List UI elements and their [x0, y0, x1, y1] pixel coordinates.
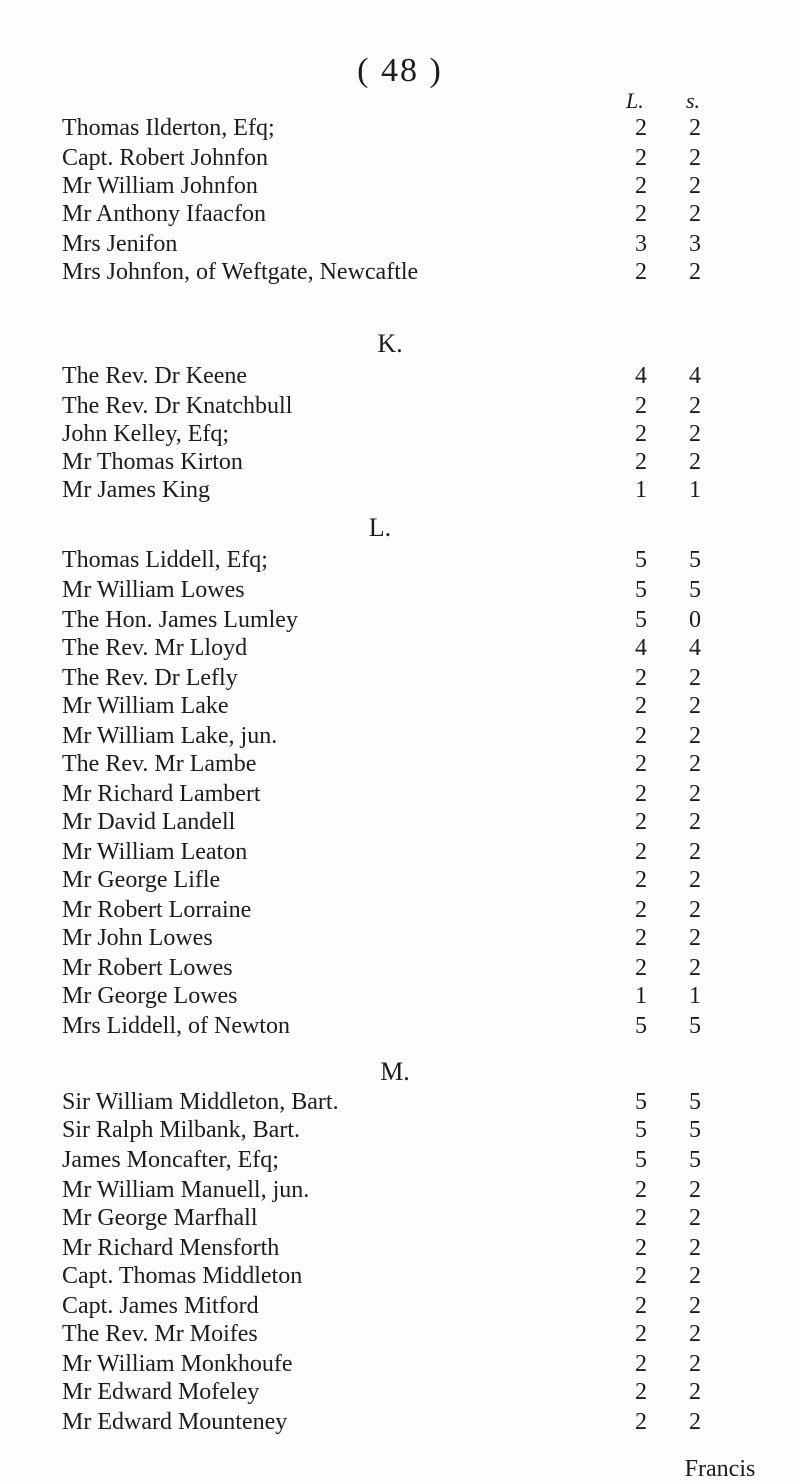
shillings-amount: 5: [689, 547, 701, 573]
shillings-amount: 2: [689, 1351, 701, 1377]
subscriber-row: [62, 392, 782, 420]
subscriber-row: [62, 606, 782, 634]
subscriber-row: [62, 1408, 782, 1436]
pounds-amount: 3: [635, 231, 647, 257]
shillings-amount: 2: [689, 1379, 701, 1405]
subscriber-row: [62, 808, 782, 836]
shillings-column-header: s.: [686, 88, 701, 113]
subscriber-row: [62, 1292, 782, 1320]
subscriber-row: [62, 722, 782, 750]
shillings-amount: 2: [689, 259, 701, 285]
subscriber-name: Capt. Robert Johnfon: [62, 145, 268, 171]
subscriber-name: Thomas Liddell, Efq;: [62, 547, 268, 573]
subscriber-name: Mr Edward Mofeley: [62, 1379, 260, 1405]
shillings-amount: 2: [689, 781, 701, 807]
subscriber-name: The Rev. Mr Lloyd: [62, 635, 248, 661]
subscriber-row: [62, 546, 782, 574]
subscriber-name: Mr Richard Lambert: [62, 781, 261, 807]
pounds-amount: 2: [635, 1293, 647, 1319]
subscriber-row: [62, 476, 782, 504]
subscriber-row: [62, 230, 782, 258]
subscriber-name: Mr Robert Lowes: [62, 955, 233, 981]
pounds-amount: 5: [635, 607, 647, 633]
pounds-amount: 1: [635, 983, 647, 1009]
shillings-amount: 2: [689, 1293, 701, 1319]
subscriber-name: The Rev. Dr Lefly: [62, 665, 238, 691]
shillings-amount: 5: [689, 1013, 701, 1039]
pounds-amount: 5: [635, 1013, 647, 1039]
subscriber-name: The Hon. James Lumley: [62, 607, 298, 633]
pounds-amount: 2: [635, 115, 647, 141]
subscriber-name: Mrs Johnfon, of Weftgate, Newcaftle: [62, 259, 419, 285]
shillings-amount: 2: [689, 1235, 701, 1261]
subscriber-name: Mrs Jenifon: [62, 231, 178, 257]
pounds-amount: 2: [635, 421, 647, 447]
pounds-amount: 5: [635, 1147, 647, 1173]
subscriber-row: [62, 420, 782, 448]
pounds-amount: 1: [635, 477, 647, 503]
subscriber-name: Mr George Lowes: [62, 983, 238, 1009]
subscriber-name: The Rev. Mr Lambe: [62, 751, 257, 777]
subscriber-row: [62, 1116, 782, 1144]
subscriber-name: Capt. James Mitford: [62, 1293, 259, 1319]
shillings-amount: 2: [689, 173, 701, 199]
subscriber-row: [62, 664, 782, 692]
shillings-amount: 4: [689, 363, 701, 389]
pounds-amount: 2: [635, 1409, 647, 1435]
subscriber-row: [62, 1146, 782, 1174]
subscriber-name: James Moncafter, Efq;: [62, 1147, 279, 1173]
pounds-column-header: L.: [626, 88, 644, 113]
subscriber-row: [62, 1012, 782, 1040]
pounds-amount: 2: [635, 839, 647, 865]
subscriber-row: [62, 954, 782, 982]
pounds-amount: 2: [635, 1235, 647, 1261]
subscriber-row: [62, 1320, 782, 1348]
shillings-amount: 2: [689, 1409, 701, 1435]
shillings-amount: 2: [689, 955, 701, 981]
pounds-amount: 5: [635, 577, 647, 603]
shillings-amount: 2: [689, 839, 701, 865]
subscriber-name: Mr William Johnfon: [62, 173, 258, 199]
shillings-amount: 0: [689, 607, 701, 633]
subscriber-name: Mr George Marfhall: [62, 1205, 258, 1231]
section-letter: K.: [377, 329, 403, 358]
subscriber-row: [62, 1234, 782, 1262]
subscriber-name: The Rev. Mr Moifes: [62, 1321, 258, 1347]
subscriber-name: Mr Anthony Ifaacfon: [62, 201, 266, 227]
subscriber-row: [62, 866, 782, 894]
section-letter: L.: [368, 513, 392, 542]
pounds-amount: 2: [635, 393, 647, 419]
subscriber-row: [62, 1378, 782, 1406]
subscriber-name: Mr William Leaton: [62, 839, 248, 865]
subscriber-row: [62, 172, 782, 200]
subscriber-row: [62, 780, 782, 808]
shillings-amount: 2: [689, 393, 701, 419]
shillings-amount: 5: [689, 1089, 701, 1115]
shillings-amount: 2: [689, 145, 701, 171]
shillings-amount: 5: [689, 577, 701, 603]
shillings-amount: 3: [689, 231, 701, 257]
pounds-amount: 2: [635, 781, 647, 807]
shillings-amount: 2: [689, 115, 701, 141]
pounds-amount: 2: [635, 145, 647, 171]
subscriber-row: [62, 1262, 782, 1290]
pounds-amount: 2: [635, 897, 647, 923]
subscriber-row: [62, 200, 782, 228]
pounds-amount: 2: [635, 1379, 647, 1405]
subscriber-row: [62, 634, 782, 662]
pounds-amount: 2: [635, 751, 647, 777]
pounds-amount: 5: [635, 1089, 647, 1115]
subscriber-name: Mr William Monkhoufe: [62, 1351, 293, 1377]
subscriber-row: [62, 750, 782, 778]
subscriber-row: [62, 362, 782, 390]
shillings-amount: 2: [689, 449, 701, 475]
subscriber-name: Mr Edward Mounteney: [62, 1409, 288, 1435]
shillings-amount: 5: [689, 1117, 701, 1143]
subscriber-row: [62, 1088, 782, 1116]
shillings-amount: 2: [689, 693, 701, 719]
pounds-amount: 4: [635, 635, 647, 661]
shillings-amount: 2: [689, 1321, 701, 1347]
subscriber-row: [62, 448, 782, 476]
subscriber-name: Mr William Lake, jun.: [62, 723, 278, 749]
pounds-amount: 2: [635, 665, 647, 691]
subscriber-name: The Rev. Dr Knatchbull: [62, 393, 293, 419]
subscriber-row: [62, 692, 782, 720]
subscriber-row: [62, 896, 782, 924]
pounds-amount: 2: [635, 259, 647, 285]
shillings-amount: 2: [689, 809, 701, 835]
pounds-amount: 2: [635, 867, 647, 893]
shillings-amount: 2: [689, 867, 701, 893]
subscriber-row: [62, 114, 782, 142]
subscriber-row: [62, 982, 782, 1010]
subscriber-name: Mr William Lake: [62, 693, 229, 719]
pounds-amount: 5: [635, 547, 647, 573]
subscriber-name: Capt. Thomas Middleton: [62, 1263, 303, 1289]
subscriber-name: Mr David Landell: [62, 809, 236, 835]
subscriber-name: Mr Thomas Kirton: [62, 449, 243, 475]
shillings-amount: 2: [689, 723, 701, 749]
subscriber-row: [62, 1176, 782, 1204]
subscriber-name: Mr James King: [62, 477, 210, 503]
subscriber-name: John Kelley, Efq;: [62, 421, 230, 447]
pounds-amount: 2: [635, 809, 647, 835]
shillings-amount: 2: [689, 1177, 701, 1203]
subscriber-name: Sir Ralph Milbank, Bart.: [62, 1117, 300, 1143]
pounds-amount: 2: [635, 449, 647, 475]
subscriber-name: Sir William Middleton, Bart.: [62, 1089, 339, 1115]
pounds-amount: 2: [635, 201, 647, 227]
subscriber-name: Mr Robert Lorraine: [62, 897, 252, 923]
subscriber-row: [62, 144, 782, 172]
subscriber-row: [62, 838, 782, 866]
subscriber-row: [62, 924, 782, 952]
subscriber-name: Mr Richard Mensforth: [62, 1235, 280, 1261]
shillings-amount: 2: [689, 925, 701, 951]
pounds-amount: 2: [635, 1205, 647, 1231]
subscriber-name: Mr John Lowes: [62, 925, 213, 951]
shillings-amount: 2: [689, 897, 701, 923]
pounds-amount: 2: [635, 173, 647, 199]
subscriber-name: Mr William Manuell, jun.: [62, 1177, 310, 1203]
shillings-amount: 5: [689, 1147, 701, 1173]
subscriber-row: [62, 1204, 782, 1232]
pounds-amount: 2: [635, 693, 647, 719]
pounds-amount: 2: [635, 925, 647, 951]
shillings-amount: 2: [689, 421, 701, 447]
pounds-amount: 2: [635, 955, 647, 981]
pounds-amount: 2: [635, 1263, 647, 1289]
subscriber-name: Mrs Liddell, of Newton: [62, 1013, 290, 1039]
catchword: Francis: [684, 1456, 756, 1482]
shillings-amount: 1: [689, 477, 701, 503]
pounds-amount: 5: [635, 1117, 647, 1143]
page-number: ( 48 ): [357, 52, 443, 89]
pounds-amount: 4: [635, 363, 647, 389]
shillings-amount: 4: [689, 635, 701, 661]
shillings-amount: 2: [689, 1263, 701, 1289]
pounds-amount: 2: [635, 1321, 647, 1347]
subscriber-row: [62, 1350, 782, 1378]
section-letter: M.: [380, 1057, 410, 1086]
shillings-amount: 2: [689, 1205, 701, 1231]
subscriber-name: Mr George Lifle: [62, 867, 221, 893]
pounds-amount: 2: [635, 1177, 647, 1203]
shillings-amount: 2: [689, 751, 701, 777]
subscriber-name: Thomas Ilderton, Efq;: [62, 115, 275, 141]
subscriber-row: [62, 576, 782, 604]
shillings-amount: 2: [689, 665, 701, 691]
shillings-amount: 2: [689, 201, 701, 227]
subscriber-name: Mr William Lowes: [62, 577, 245, 603]
pounds-amount: 2: [635, 723, 647, 749]
subscriber-name: The Rev. Dr Keene: [62, 363, 248, 389]
pounds-amount: 2: [635, 1351, 647, 1377]
shillings-amount: 1: [689, 983, 701, 1009]
subscriber-row: [62, 258, 782, 286]
